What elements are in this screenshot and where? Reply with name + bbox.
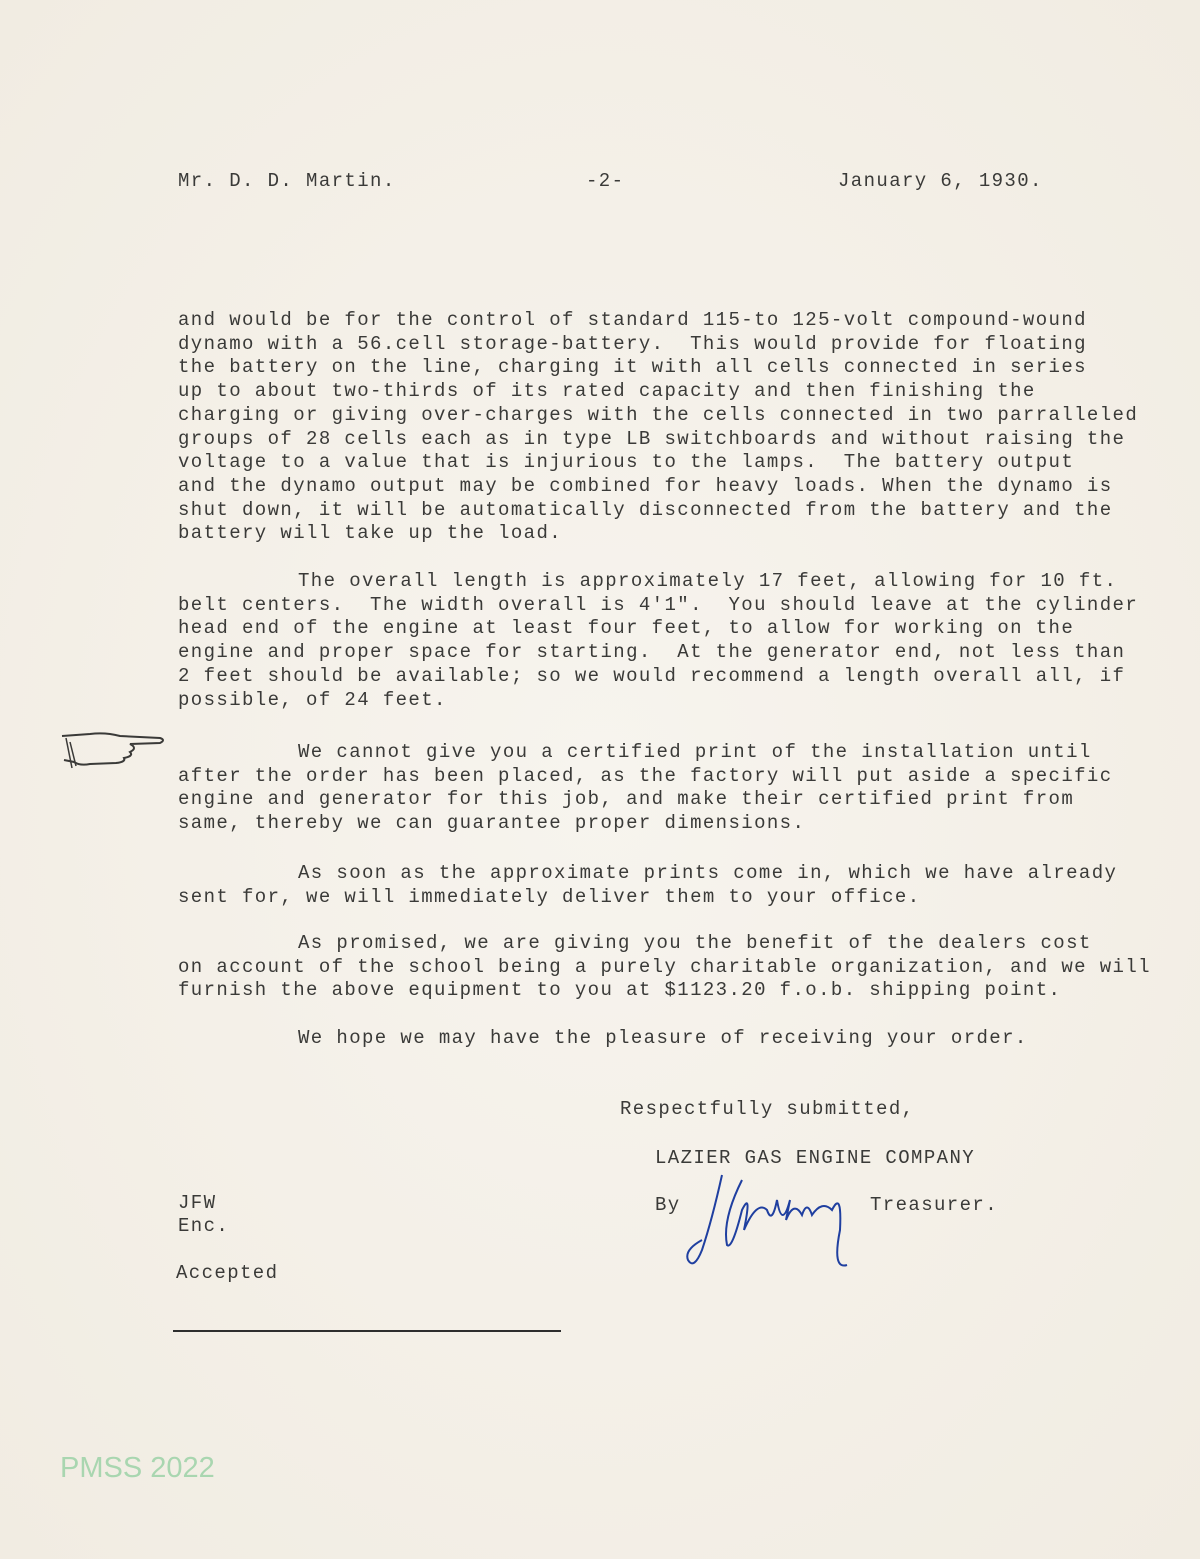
paragraph-line: dynamo with a 56.cell storage-battery. This would provide for floating: [178, 332, 1087, 355]
paragraph-line: belt centers. The width overall is 4'1". You should leave at the cylinder: [178, 593, 1139, 616]
paragraph: [178, 932, 1151, 1003]
enclosure-note: Enc.: [178, 1215, 230, 1237]
paragraph-line: furnish the above equipment to you at $1123.20 f.o.b. shipping point.: [178, 979, 1062, 1002]
by-label: By: [655, 1194, 681, 1216]
paragraph-line: shut down, it will be automatically disconnected from the battery and the: [178, 498, 1113, 521]
acceptance-signature-line: [173, 1330, 561, 1332]
paragraph-line: same, thereby we can guarantee proper dimensions.: [178, 812, 806, 835]
paragraph-line: the battery on the line, charging it with all cells connected in series: [178, 356, 1087, 379]
pointing-hand-icon: [60, 728, 170, 773]
paragraph-line: charging or giving over-charges with the cells connected in two parralleled: [178, 403, 1139, 426]
paragraph-line: We cannot give you a certified print of the installation until: [298, 741, 1092, 763]
paragraph: [178, 741, 1113, 836]
watermark: PMSS 2022: [60, 1452, 215, 1484]
accepted-label: Accepted: [176, 1262, 279, 1284]
paragraph-line: after the order has been placed, as the factory will put aside a specific: [178, 764, 1113, 787]
signer-title: Treasurer.: [870, 1194, 999, 1216]
recipient: Mr. D. D. Martin.: [178, 170, 396, 192]
paragraph-line: engine and generator for this job, and make their certified print from: [178, 788, 1075, 811]
paragraph: [178, 570, 1138, 712]
paragraph-line: on account of the school being a purely charitable organization, and we will: [178, 955, 1151, 978]
paragraph-line: 2 feet should be available; so we would recommend a length overall all, if: [178, 664, 1126, 687]
paragraph-line: and would be for the control of standard 115-to 125-volt compound-wound: [178, 309, 1087, 331]
paragraph-line: As promised, we are giving you the benefit of the dealers cost: [298, 932, 1092, 954]
paragraph-line: As soon as the approximate prints come in, which we have already: [298, 862, 1118, 884]
paragraph-line: We hope we may have the pleasure of receiving your order.: [298, 1027, 1028, 1049]
paragraph-line: voltage to a value that is injurious to the lamps. The battery output: [178, 451, 1075, 474]
paragraph-line: possible, of 24 feet.: [178, 688, 447, 711]
handwritten-signature: [682, 1170, 882, 1275]
paragraph-line: The overall length is approximately 17 feet, allowing for 10 ft.: [298, 570, 1118, 592]
paragraph-line: sent for, we will immediately deliver them to your office.: [178, 885, 921, 908]
paragraph: [178, 309, 1138, 546]
paragraph: [178, 1027, 1028, 1051]
letter-date: January 6, 1930.: [838, 170, 1043, 192]
closing-salutation: Respectfully submitted,: [620, 1098, 915, 1120]
paragraph-line: and the dynamo output may be combined for heavy loads. When the dynamo is: [178, 474, 1113, 497]
paragraph: [178, 862, 1117, 909]
typist-initials: JFW: [178, 1192, 217, 1214]
company-name: LAZIER GAS ENGINE COMPANY: [655, 1147, 976, 1169]
paragraph-line: groups of 28 cells each as in type LB switchboards and without raising the: [178, 427, 1126, 450]
page-number: -2-: [586, 170, 625, 192]
paragraph-line: head end of the engine at least four feet, to allow for working on the: [178, 617, 1075, 640]
paragraph-line: up to about two-thirds of its rated capacity and then finishing the: [178, 380, 1036, 403]
paragraph-line: engine and proper space for starting. At the generator end, not less than: [178, 641, 1126, 664]
paragraph-line: battery will take up the load.: [178, 522, 563, 545]
